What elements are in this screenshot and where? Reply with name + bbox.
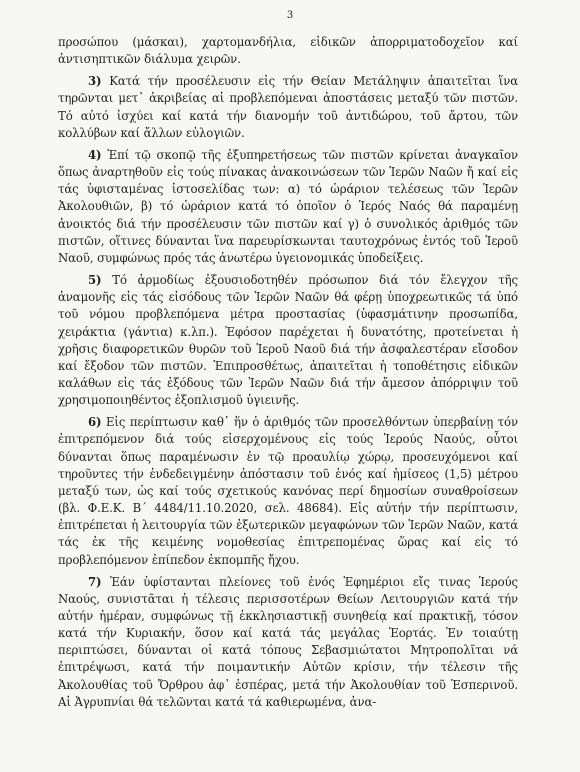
paragraph-text: Τό ἁρμοδίως ἐξουσιοδοτηθέν πρόσωπον διά τόν ἔλεγχον τῆς ἀναμονῆς εἰς τάς εἰσόδους τῶν Ἱερῶν Ναῶν θά φέρῃ ὑποχρεωτικῶς τά ὑπό τοῦ νόμου προβλεπόμενα μέτρα προστασίας (ὑφασμάτινην προσωπίδα, χειράκτια (γάντια) κ.λπ.). Ἐφόσον παρέχεται ἡ δυνατότης, προτείνεται ἡ χρῆσις διαφορετικῶν θυρῶν τοῦ Ἱεροῦ Ναοῦ διά τήν ἀσφαλεστέραν εἴσοδον καί ἔξοδον τῶν πιστῶν. Ἐπιπροσθέτως, ἀπαιτεῖται ἡ τοποθέτησις εἰδικῶν καλάθων εἰς τάς ἐξόδους τῶν Ἱερῶν Ναῶν διά τήν ἄμεσον ἀπόρριψιν τοῦ χρησιμοποιηθέντος ἐξοπλισμοῦ ὑγιεινῆς. (58, 273, 518, 408)
paragraph-number: 5) (88, 273, 102, 288)
paragraph-continuation (58, 34, 518, 68)
page-number: 3 (286, 10, 294, 21)
paragraph-number: 6) (88, 415, 102, 430)
paragraph-7 (58, 574, 518, 711)
paragraph-text: προσώπου (μάσκαι), χαρτομανδήλια, εἰδικῶν ἀπορριματοδοχεῖον καί ἀντισηπτικῶν διάλυμα χειρῶν. (58, 35, 518, 67)
paragraph-number: 7) (88, 574, 102, 589)
paragraph-number: 4) (88, 147, 102, 162)
paragraph-text: Ἐπί τῷ σκοπῷ τῆς ἐξυπηρετήσεως τῶν πιστῶν κρίνεται ἀναγκαῖον ὅπως ἀναρτηθοῦν εἰς τούς πίνακας ἀνακοινώσεων τῶν Ἱερῶν Ναῶν ἤ καί εἰς τάς ὑφισταμένας ἱστοσελίδας των: α) τό ὡράριον τελέσεως τῶν Ἱερῶν Ἀκολουθιῶν, β) τό ὡράριον κατά τό ὁποῖον ὁ Ἱερός Ναός θά παραμένῃ ἀνοικτός διά τήν προσέλευσιν τῶν πιστῶν καί γ) ὁ συνολικός ἀριθμός τῶν πιστῶν, οἵτινες δύνανται ἵνα παρευρίσκωνται ταυτοχρόνως ἐντός τοῦ Ἱεροῦ Ναοῦ, συμφώνως πρός τάς ἀνωτέρω ὑγειονομικάς ὑποδείξεις. (58, 147, 518, 265)
paragraph-text: Κατά τήν προσέλευσιν εἰς τήν Θείαν Μετάληψιν ἀπαιτεῖται ἵνα τηρῶνται μετ᾽ ἀκριβείας αἱ προβλεπόμεναι ἀποστάσεις μεταξύ τῶν πιστῶν. Τό αὐτό ἰσχύει καί κατά τήν διανομήν τοῦ ἀντιδώρου, τοῦ ἄρτου, τῶν κολλύβων καί ἄλλων εὐλογιῶν. (58, 74, 518, 140)
paragraph-5 (58, 272, 518, 409)
paragraph-number: 3) (88, 74, 102, 89)
paragraph-3 (58, 73, 518, 142)
paragraph-text: Εἰς περίπτωσιν καθ᾽ ἥν ὁ ἀριθμός τῶν προσελθόντων ὑπερβαίνῃ τόν ἐπιτρεπόμενον διά τούς εἰσερχομένους εἰς τούς Ἱερούς Ναούς, οὗτοι δύνανται ὅπως παραμένωσιν ἐν τῷ προαυλίῳ χώρῳ, προσευχόμενοι καί τηροῦντες τήν ἐνδεδειγμένην ἀπόστασιν τοῦ ἑνός καί ἡμίσεος (1,5) μέτρου μεταξύ των, ὡς καί τούς σχετικούς κανόνας περί δημοσίων συναθροίσεων (βλ. Φ.Ε.Κ. Β΄ 4484/11.10.2020, σελ. 48684). Εἰς αὐτήν τήν περίπτωσιν, ἐπιτρέπεται ἡ λειτουργία τῶν ἐξωτερικῶν μεγαφώνων τῶν Ἱερῶν Ναῶν, κατά τάς ἐκ τῆς κειμένης νομοθεσίας ἐπιτρεπομένας ὥρας καί εἰς τό προβλεπόμενον ἐπίπεδον ἐκπομπῆς ἤχου. (58, 415, 518, 567)
paragraph-text: Ἐάν ὑφίστανται πλείονες τοῦ ἑνός Ἐφημέριοι εἴς τινας Ἱερούς Ναούς, συνιστᾶται ἡ τέλεσις περισσοτέρων Θείων Λειτουργιῶν κατά τήν αὐτήν ἡμέραν, συμφώνως τῇ ἐκκλησιαστικῇ συνηθείᾳ καί πρακτικῇ, τόσον κατά τήν Κυριακήν, ὅσον καί κατά τάς μεγάλας Ἑορτάς. Ἐν τοιαύτῃ περιπτώσει, δύνανται οἱ κατά τόπους Σεβασμιώτατοι Μητροπολῖται νά ἐπιτρέψωσι, κατά τήν ποιμαντικήν Αὐτῶν κρίσιν, τήν τέλεσιν τῆς Ἀκολουθίας τοῦ Ὄρθρου ἀφ᾽ ἑσπέρας, μετά τήν Ἀκολουθίαν τοῦ Ἑσπερινοῦ. Αἱ Ἀγρυπνίαι θά τελῶνται κατά τά καθιερωμένα, ἀνα- (58, 574, 518, 709)
paragraph-6 (58, 414, 518, 568)
document-body (58, 34, 518, 716)
paragraph-4 (58, 147, 518, 267)
